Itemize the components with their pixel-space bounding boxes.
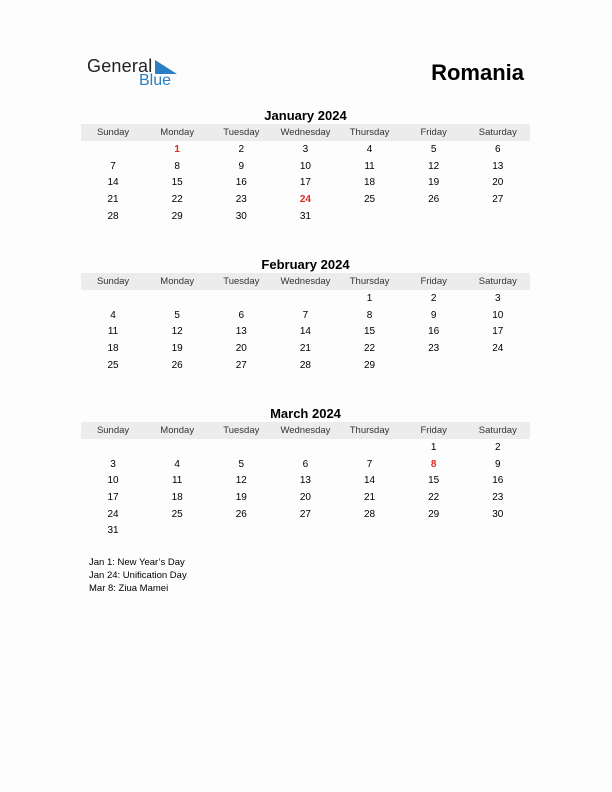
day-cell: 23: [492, 491, 504, 503]
holiday-note: Jan 1: New Year’s Day: [89, 557, 185, 568]
holiday-day-cell: 8: [430, 458, 437, 470]
day-cell: 2: [495, 441, 501, 453]
day-cell: 3: [110, 458, 116, 470]
day-cell: 26: [235, 508, 247, 520]
day-cell: 27: [492, 193, 504, 205]
weekday-label: Thursday: [349, 127, 390, 138]
day-cell: 25: [171, 508, 183, 520]
day-cell: 2: [238, 143, 245, 155]
day-cell: 12: [235, 475, 247, 487]
weekday-label: Sunday: [96, 276, 130, 287]
day-cell: 29: [364, 359, 376, 371]
day-cell: 30: [235, 210, 247, 222]
day-cell: 11: [171, 475, 183, 487]
day-cell: 14: [299, 326, 311, 338]
weekday-label: Friday: [420, 276, 447, 287]
day-cell: 9: [430, 309, 437, 321]
day-cell: 7: [110, 160, 116, 172]
weekday-header: [81, 124, 530, 141]
day-cell: 17: [107, 491, 119, 503]
generalblue-logo: [87, 56, 187, 92]
holiday-notes: [89, 556, 187, 595]
day-cell: 9: [495, 458, 501, 470]
day-cell: 4: [174, 458, 180, 470]
day-cell: 28: [107, 210, 119, 222]
day-cell: 12: [428, 160, 440, 172]
weekday-label: Friday: [420, 425, 447, 436]
day-cell: 5: [430, 143, 437, 155]
holiday-day-cell: 24: [299, 193, 311, 205]
day-cell: 24: [492, 342, 504, 354]
day-cell: 15: [171, 177, 183, 189]
day-cell: 13: [235, 326, 247, 338]
day-cell: 11: [364, 160, 375, 172]
day-cell: 20: [299, 491, 311, 503]
month-title: March 2024: [270, 406, 341, 421]
day-cell: 8: [366, 309, 373, 321]
day-cell: 27: [235, 359, 247, 371]
weekday-label: Monday: [160, 276, 195, 287]
week-row: [81, 489, 530, 506]
weekday-label: Wednesday: [280, 425, 331, 436]
week-row: [81, 439, 530, 456]
day-cell: 21: [299, 342, 311, 354]
day-cell: 27: [299, 508, 311, 520]
day-cell: 30: [492, 508, 504, 520]
day-cell: 26: [428, 193, 440, 205]
week-row: [81, 208, 530, 225]
week-row: [81, 158, 530, 175]
weekday-label: Monday: [160, 425, 195, 436]
logo-blue-text: Blue: [139, 72, 172, 89]
day-cell: 8: [174, 160, 180, 172]
day-cell: 29: [171, 210, 183, 222]
week-row: [81, 522, 530, 539]
week-row: [81, 357, 530, 374]
day-cell: 21: [364, 491, 376, 503]
week-row: [81, 307, 530, 324]
day-cell: 4: [110, 309, 116, 321]
day-cell: 22: [428, 491, 440, 503]
day-cell: 20: [235, 342, 247, 354]
weekday-label: Friday: [420, 127, 447, 138]
day-cell: 13: [299, 475, 311, 487]
day-cell: 21: [107, 193, 119, 205]
day-cell: 18: [107, 342, 119, 354]
holiday-day-cell: 1: [174, 143, 180, 155]
day-cell: 17: [299, 177, 311, 189]
month-grid: [81, 290, 530, 373]
day-cell: 1: [366, 292, 373, 304]
day-cell: 18: [171, 491, 183, 503]
month-grid: [81, 439, 530, 539]
month-january: [81, 107, 530, 224]
day-cell: 19: [171, 342, 183, 354]
month-february: [81, 256, 530, 373]
day-cell: 18: [364, 177, 376, 189]
day-cell: 6: [238, 309, 245, 321]
day-cell: 25: [107, 359, 119, 371]
day-cell: 10: [492, 309, 504, 321]
weekday-label: Saturday: [478, 127, 517, 138]
day-cell: 3: [302, 143, 309, 155]
day-cell: 14: [364, 475, 376, 487]
day-cell: 9: [238, 160, 245, 172]
week-row: [81, 174, 530, 191]
week-row: [81, 472, 530, 489]
day-cell: 25: [364, 193, 376, 205]
weekday-label: Tuesday: [223, 276, 260, 287]
month-title: January 2024: [264, 108, 347, 123]
day-cell: 20: [492, 177, 504, 189]
day-cell: 6: [495, 143, 501, 155]
day-cell: 3: [495, 292, 501, 304]
day-cell: 5: [174, 309, 180, 321]
month-grid: [81, 141, 530, 224]
week-row: [81, 340, 530, 357]
weekday-label: Monday: [160, 127, 195, 138]
day-cell: 7: [366, 458, 373, 470]
day-cell: 4: [366, 143, 373, 155]
day-cell: 17: [492, 326, 504, 338]
country-title: Romania: [431, 60, 524, 85]
day-cell: 28: [299, 359, 311, 371]
month-title: February 2024: [261, 257, 350, 272]
weekday-header: [81, 422, 530, 439]
day-cell: 14: [107, 177, 119, 189]
day-cell: 24: [107, 508, 119, 520]
day-cell: 10: [299, 160, 311, 172]
day-cell: 31: [299, 210, 311, 222]
weekday-label: Sunday: [96, 425, 130, 436]
day-cell: 28: [364, 508, 376, 520]
day-cell: 19: [235, 491, 247, 503]
week-row: [81, 290, 530, 307]
weekday-label: Saturday: [478, 425, 517, 436]
logo-general-text: General: [87, 56, 153, 76]
day-cell: 26: [171, 359, 183, 371]
week-row: [81, 506, 530, 523]
day-cell: 31: [107, 525, 119, 537]
week-row: [81, 456, 530, 473]
day-cell: 16: [235, 177, 247, 189]
day-cell: 7: [302, 309, 309, 321]
month-march: [81, 405, 530, 539]
weekday-header: [81, 273, 530, 290]
holiday-note: Jan 24: Unification Day: [89, 570, 187, 581]
weekday-label: Sunday: [96, 127, 130, 138]
week-row: [81, 141, 530, 158]
weekday-label: Thursday: [349, 425, 390, 436]
day-cell: 10: [107, 475, 119, 487]
weekday-label: Saturday: [478, 276, 517, 287]
day-cell: 16: [428, 326, 440, 338]
weekday-label: Thursday: [349, 276, 390, 287]
day-cell: 6: [302, 458, 309, 470]
weekday-label: Wednesday: [280, 276, 331, 287]
week-row: [81, 191, 530, 208]
day-cell: 15: [364, 326, 376, 338]
weekday-label: Wednesday: [280, 127, 331, 138]
holiday-note: Mar 8: Ziua Mamei: [89, 583, 169, 594]
day-cell: 11: [107, 326, 119, 338]
day-cell: 29: [428, 508, 440, 520]
week-row: [81, 323, 530, 340]
day-cell: 2: [430, 292, 437, 304]
day-cell: 22: [364, 342, 376, 354]
day-cell: 13: [492, 160, 504, 172]
day-cell: 16: [492, 475, 504, 487]
day-cell: 15: [428, 475, 440, 487]
day-cell: 19: [428, 177, 440, 189]
weekday-label: Tuesday: [223, 425, 260, 436]
weekday-label: Tuesday: [223, 127, 260, 138]
day-cell: 23: [428, 342, 440, 354]
day-cell: 5: [238, 458, 245, 470]
day-cell: 12: [171, 326, 183, 338]
day-cell: 22: [171, 193, 183, 205]
day-cell: 1: [430, 441, 437, 453]
day-cell: 23: [235, 193, 247, 205]
